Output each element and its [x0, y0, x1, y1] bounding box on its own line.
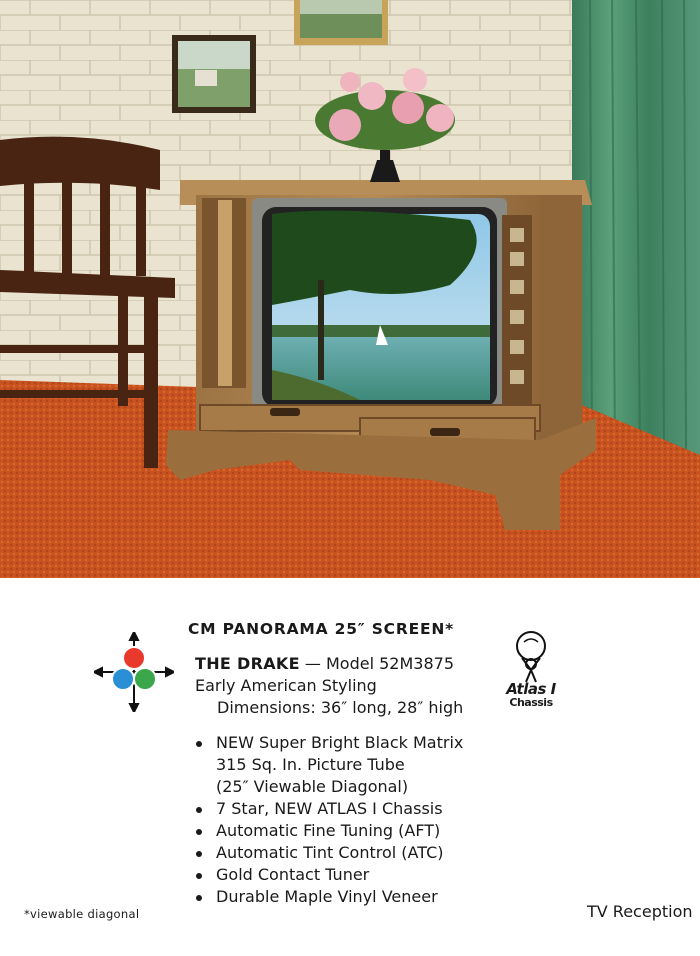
feature-item: 7 Star, NEW ATLAS I Chassis	[196, 798, 463, 820]
color-logo	[94, 632, 174, 712]
dimensions-line: Dimensions: 36″ long, 28″ high	[217, 698, 464, 717]
footnote: *viewable diagonal	[24, 907, 140, 921]
footer-label: TV Reception	[587, 902, 693, 921]
feature-item: Durable Maple Vinyl Veneer	[196, 886, 463, 908]
feature-item: Gold Contact Tuner	[196, 864, 463, 886]
atlas-chassis-logo	[500, 630, 562, 720]
product-name: THE DRAKE	[195, 654, 300, 673]
feature-continuation: 315 Sq. In. Picture Tube	[216, 755, 405, 774]
model-number: — Model 52M3875	[299, 654, 455, 673]
product-heading: CM PANORAMA 25″ SCREEN*	[188, 620, 455, 638]
styling-line: Early American Styling	[195, 676, 377, 695]
wall-picture-right	[294, 0, 388, 45]
model-line	[195, 654, 454, 673]
wall-picture-left	[172, 35, 256, 113]
color-dots-icon	[94, 632, 174, 712]
feature-list	[196, 732, 463, 908]
feature-item: NEW Super Bright Black Matrix 315 Sq. In. Picture Tube (25″ Viewable Diagonal)	[196, 732, 463, 798]
atlas-figure-icon	[500, 630, 562, 684]
atlas-logo-line1: Atlas I	[506, 680, 556, 698]
feature-continuation: (25″ Viewable Diagonal)	[216, 777, 409, 796]
feature-item: Automatic Tint Control (ATC)	[196, 842, 463, 864]
tv-screen-image	[272, 211, 490, 400]
atlas-logo-line2: Chassis	[509, 696, 553, 709]
feature-item: Automatic Fine Tuning (AFT)	[196, 820, 463, 842]
atlas-logo-text	[500, 682, 562, 710]
